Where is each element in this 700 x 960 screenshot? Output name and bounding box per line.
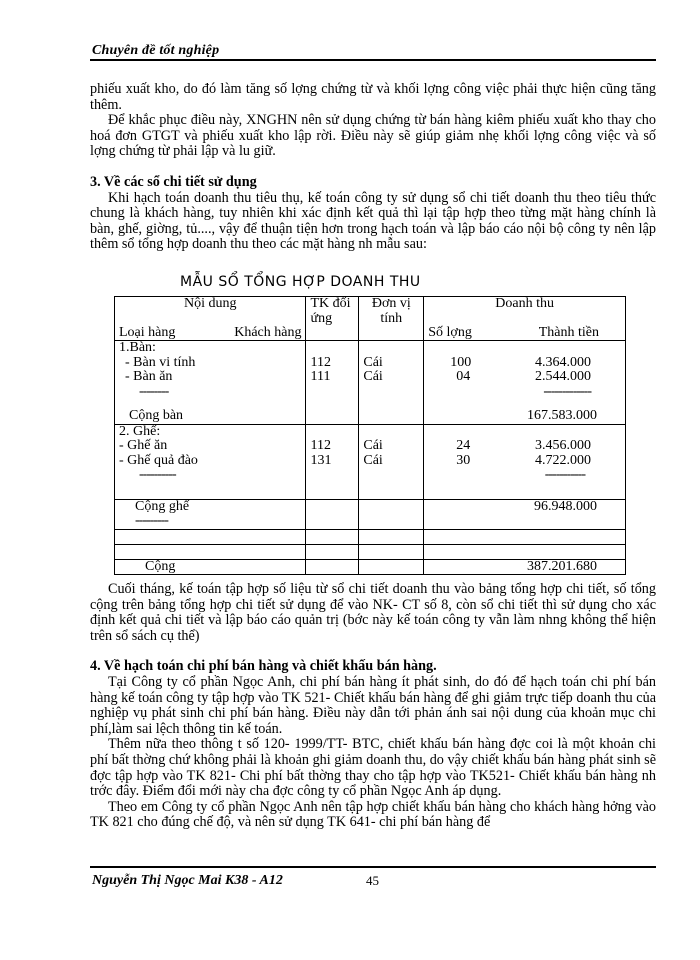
- page-number: 45: [366, 873, 379, 888]
- row-qty: 04: [456, 369, 471, 384]
- row-unit: Cái: [363, 369, 383, 384]
- paragraph: phiếu xuất kho, do đó làm tăng số lợng chứng từ và khối lợng công việc phải thực hiện cũng tăng thêm.: [90, 81, 656, 113]
- table-cell: [424, 424, 626, 499]
- row-amount: 4.722.000: [535, 452, 591, 468]
- paragraph: Thêm nữa theo thông t số 120- 1999/TT- BTC, chiết khấu bán hàng đợc coi là một khoản chi phí bất thờng chứ không phải là khoản ghi giảm doanh thu, do vậy chiết khấu bán hàng phát sinh sẽ đợc tập hợp vào TK 821- Chi phí bất thờng thay cho tập hợp vào TK521- Chiết khấu bán hàng nh trớc đây. Điểm đổi mới này cha đợc công ty cổ phần Ngọc Anh áp dụng.: [90, 736, 656, 800]
- body-top: [90, 82, 656, 253]
- row-unit: Cái: [363, 438, 383, 453]
- header-title: Chuyên đề tốt nghiệp: [92, 43, 220, 58]
- paragraph: Tại Công ty cổ phần Ngọc Anh, chi phí bán hàng ít phát sinh, do đó để hạch toán chi phí bán hàng kế toán công ty tập hợp vào TK 521- Chiết khấu bán hàng để ghi giảm trực tiếp doanh thu của nghiệp vụ phát sinh chi phí bán hàng. Điều này dẫn tới phản ánh sai nội dung của khoản mục chi phí,làm sai lệch thông tin kế toán.: [90, 673, 656, 737]
- row-item: - Bàn vi tính: [125, 354, 196, 370]
- row-tk: 112: [310, 438, 331, 453]
- body-bottom: [90, 582, 656, 831]
- revenue-summary-table: [114, 296, 626, 575]
- row-amount: 3.456.000: [535, 438, 591, 453]
- header-so-luong: Số lợng: [428, 324, 472, 340]
- grand-total-label: Cộng: [115, 559, 306, 575]
- total-amount: 96.948.000: [424, 499, 626, 529]
- paragraph: Theo em Công ty cổ phần Ngọc Anh nên tập hợp chiết khấu bán hàng cho khách hàng hởng vào TK 821 cho đúng chế độ, và nên sử dụng TK 641- chi phí bán hàng để: [90, 798, 656, 831]
- table-title: MẪU SỔ TỔNG HỢP DOANH THU: [180, 274, 421, 290]
- table-cell: [306, 341, 359, 410]
- header-thanh-tien: Thành tiền: [538, 324, 599, 340]
- table-cell: [359, 424, 424, 499]
- footer-rule: [90, 866, 656, 868]
- row-unit: Cái: [363, 452, 383, 468]
- section-heading-3: 3. Về các sổ chi tiết sử dụng: [90, 173, 257, 190]
- row-amount: 4.364.000: [535, 354, 591, 370]
- row-item: - Ghế ăn: [119, 438, 168, 453]
- row-qty: 24: [456, 438, 471, 453]
- header-don-vi-tinh: Đơn vị tính: [359, 297, 424, 341]
- dash-separator: --------: [139, 383, 169, 399]
- row-item: - Ghế quả đào: [119, 452, 198, 468]
- row-amount: 2.544.000: [535, 369, 591, 384]
- group-name: 1.Bàn:: [119, 340, 156, 355]
- footer-author: Nguyễn Thị Ngọc Mai K38 - A12: [92, 873, 283, 888]
- table-cell: [115, 341, 306, 410]
- cell-with-total: [115, 499, 306, 529]
- total-amount: 167.583.000: [424, 409, 626, 424]
- table-cell: [306, 424, 359, 499]
- header-noi-dung: Nội dung: [183, 296, 237, 311]
- header-cell: [115, 297, 306, 341]
- row-tk: 131: [310, 452, 332, 468]
- header-khach-hang: Khách hàng: [234, 324, 302, 340]
- row-tk: 111: [310, 369, 331, 384]
- total-label: Cộng ghế: [135, 498, 190, 514]
- row-tk: 112: [310, 354, 331, 370]
- section-heading-4: 4. Về hạch toán chi phí bán hàng và chiết khấu bán hàng.: [90, 658, 437, 675]
- paragraph: Để khắc phục điều này, XNGHN nên sử dụng chứng từ bán hàng kiêm phiếu xuất kho thay cho hoá đơn GTGT và phiếu xuất kho lập rời. Điều này sẽ giúp giảm nhẹ khối lợng công việc và số lợng chứng từ phải lập và lu giữ.: [90, 112, 656, 160]
- header-cell: [424, 297, 626, 341]
- header-loai-hang: Loại hàng: [119, 324, 176, 340]
- table-cell: [424, 341, 626, 410]
- paragraph: Cuối tháng, kế toán tập hợp số liệu từ sổ chi tiết doanh thu vào bảng tổng hợp chi tiết, số tổng cộng trên bảng tổng hợp chi tiết sử dụng để vào NK- CT số 8, còn sổ chi tiết thì sử dụng cho xác định kết quả chi tiết và lập báo cáo quản trị (bớc này kế toán công ty vẫn làm nhng không thể hiện trên sổ sách cụ thể): [90, 581, 656, 644]
- dash-separator: ----------: [139, 467, 176, 482]
- row-unit: Cái: [363, 354, 383, 370]
- header-rule: [90, 59, 656, 61]
- dash-separator: ---------: [135, 513, 168, 528]
- table-cell: [359, 341, 424, 410]
- header-doanh-thu: Doanh thu: [495, 296, 554, 311]
- paragraph: Khi hạch toán doanh thu tiêu thụ, kế toán công ty sử dụng sổ chi tiết doanh thu theo tiêu thức chung là khách hàng, tuy nhiên khi xác định kết quả thì lại tập hợp theo từng mặt hàng chính là bàn, ghế, giờng, tủ...., vậy để thuận tiện hơn trong hạch toán và lập báo cáo nội bộ công ty nên lập thêm sổ tổng hợp doanh thu theo các mặt hàng nh mẫu sau:: [90, 189, 656, 253]
- row-qty: 100: [450, 354, 472, 370]
- row-qty: 30: [456, 452, 471, 468]
- dash-separator: -------------: [543, 383, 591, 399]
- table-cell: [115, 424, 306, 499]
- grand-total-amount: 387.201.680: [424, 559, 626, 575]
- header-tk-doi-ung: TK đối ứng: [306, 297, 359, 341]
- dash-separator: -----------: [544, 467, 585, 482]
- total-label: Cộng bàn: [115, 409, 306, 424]
- group-name: 2. Ghế:: [119, 423, 161, 439]
- row-item: - Bàn ăn: [125, 369, 173, 384]
